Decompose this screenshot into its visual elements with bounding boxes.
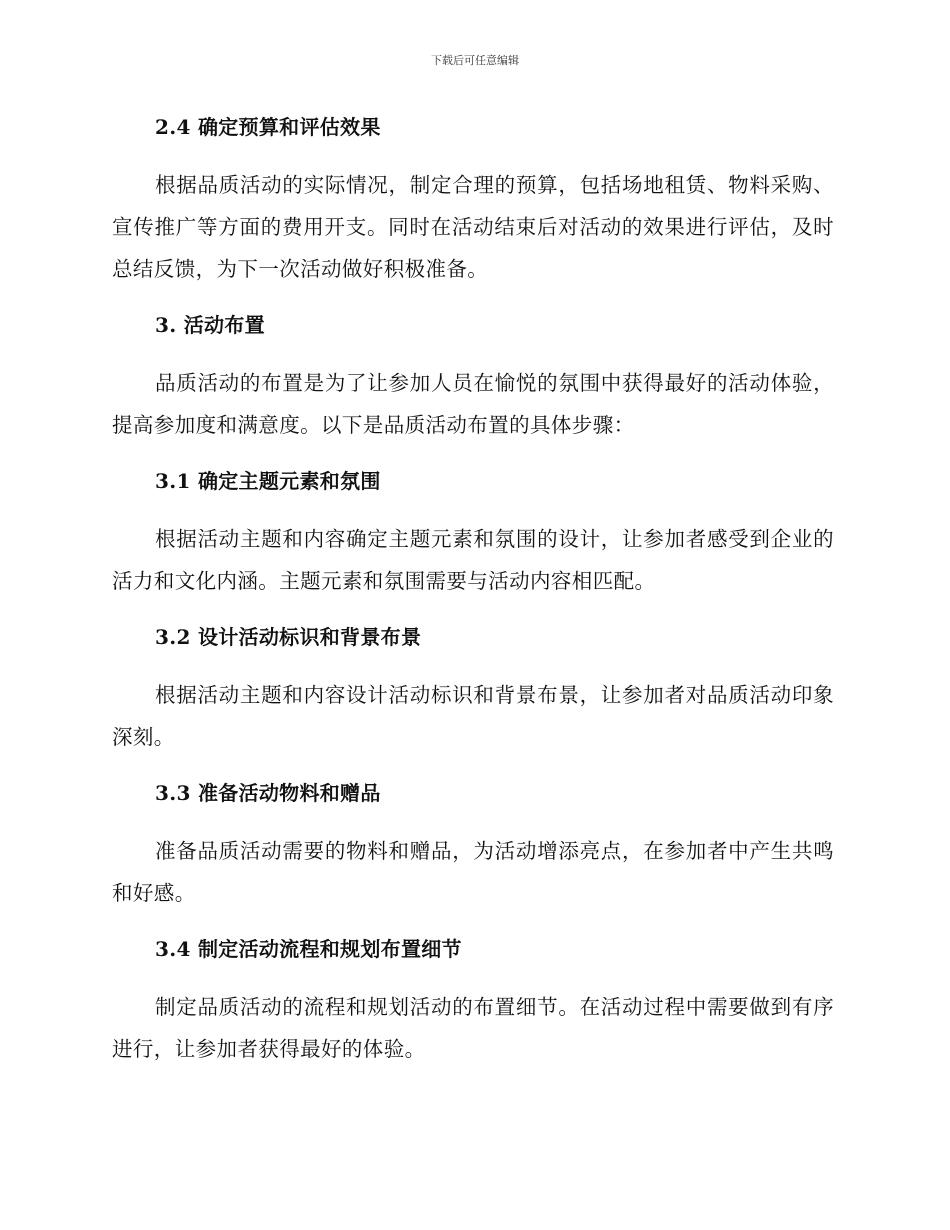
- section-heading-3-2: 3.2 设计活动标识和背景布景: [155, 625, 422, 649]
- section-paragraph-3-2: 根据活动主题和内容设计活动标识和背景布景，让参加者对品质活动印象深刻。: [112, 683, 834, 749]
- section-paragraph-2-4: 根据品质活动的实际情况，制定合理的预算，包括场地租赁、物料采购、宣传推广等方面的费用开支。同时在活动结束后对活动的效果进行评估，及时总结反馈，为下一次活动做好积极准备。: [112, 173, 834, 281]
- page-header: 下载后可任意编辑: [431, 54, 519, 67]
- section-heading-3-3: 3.3 准备活动物料和赠品: [155, 781, 381, 805]
- section-paragraph-3-1: 根据活动主题和内容确定主题元素和氛围的设计，让参加者感受到企业的活力和文化内涵。主题元素和氛围需要与活动内容相匹配。: [112, 527, 834, 593]
- section-heading-3: 3. 活动布置: [155, 313, 265, 337]
- section-paragraph-3-4: 制定品质活动的流程和规划活动的布置细节。在活动过程中需要做到有序进行，让参加者获得最好的体验。: [112, 995, 834, 1061]
- section-paragraph-3-3: 准备品质活动需要的物料和赠品，为活动增添亮点，在参加者中产生共鸣和好感。: [112, 839, 834, 905]
- section-heading-2-4: 2.4 确定预算和评估效果: [155, 115, 381, 139]
- section-paragraph-3: 品质活动的布置是为了让参加人员在愉悦的氛围中获得最好的活动体验，提高参加度和满意度。以下是品质活动布置的具体步骤：: [112, 371, 834, 437]
- document-body: [112, 110, 834, 1088]
- section-heading-3-1: 3.1 确定主题元素和氛围: [155, 469, 381, 493]
- section-heading-3-4: 3.4 制定活动流程和规划布置细节: [155, 937, 462, 961]
